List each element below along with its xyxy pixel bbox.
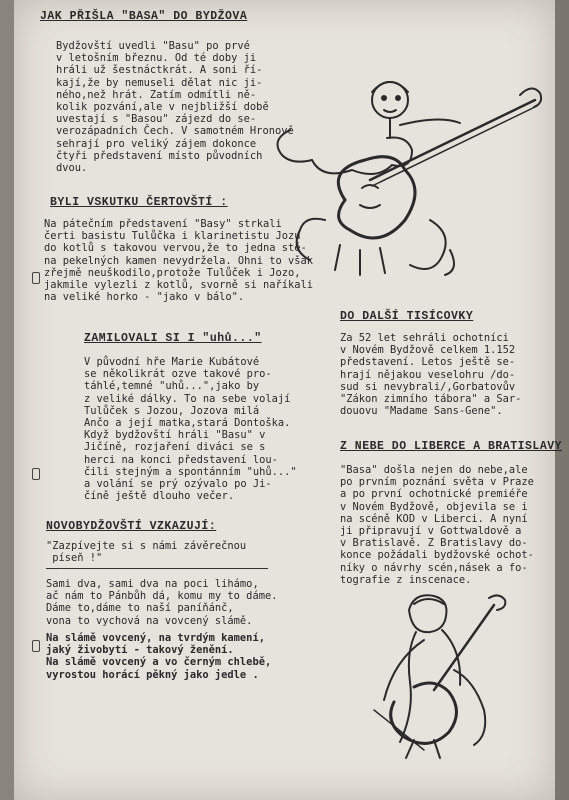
article-1-title: JAK PŘIŠLA "BASA" DO BYDŽOVA: [40, 10, 248, 23]
article-2-title: BYLI VSKUTKU ČERTOVŠTÍ :: [50, 196, 228, 209]
article-1-body: Bydžovští uvedli "Basu" po prvé v letošním březnu. Od té doby ji hráli už šestnáctkrát. A soni ří- kají,že by nemuseli dělat nic ji- ného,než hrát. Zatím odmítli ně- kolik pozvání,ale v nejbližší době uvestají s "Basou" zájezd do se- verozápadních Čech. V samotném Hronově sehrají pro veliký zájem dokonce čtyři představení místo původních dvou.: [56, 40, 294, 175]
man-playing-double-bass-drawing: [354, 590, 514, 760]
binding-staple: [32, 272, 40, 284]
article-4-verse-1: Sami dva, sami dva na poci lihámo, ač nám to Pánbůh dá, komu my to dáme. Dáme to,dáme to naší paníňánč, vona to vychová na vovcený slámě.: [46, 578, 278, 627]
article-5-title: DO DALŠÍ TISÍCOVKY: [340, 310, 474, 323]
newsletter-page: [14, 0, 563, 800]
article-4-verse-2: Na slámě vovcený, na tvrdým kamení, jaký živobytí - takový ženění. Na slámě vovcený a vo černým chlebě, vyrostou horácí pěkný jako jedle .: [46, 632, 272, 681]
divider-line: [46, 568, 268, 569]
article-3-title: ZAMILOVALI SI I "uhů...": [84, 332, 262, 345]
binding-staple: [32, 640, 40, 652]
article-2-body: Na pátečním představení "Basy" strkali čerti basistu Tulůčka i klarinetistu Jozu do kotlů s takovou vervou,že to jedna stě- na pekelných kamen nevydržela. Ohni to však zřejmě neuškodilo,protože Tulůček i Jozo, jakmile vylezli z kotlů, svorně si naříkali na veliké horko - "jako v bálo".: [44, 218, 313, 304]
article-3-body: V původní hře Marie Kubátové se několikrát ozve takové pro- táhlé,temné "uhů...",jako by z veliké dálky. To na sebe volají Tulůček s Jozou, Jozova milá Ančo a její matka,stará Dontoška. Když bydžovští hráli "Basu" v Jičíně, rozjaření diváci se s herci na konci představení lou- čili stejným a spontánním "uhů..." a volání se prý ozývalo po Ji- číně ještě dlouho večer.: [84, 356, 297, 503]
article-6-body: "Basa" došla nejen do nebe,ale po prvním poznání světa v Praze a po první ochotnické premiéře v Novém Bydžově, objevila se i na scéně KOD v Liberci. A nyní ji připravují v Gottwaldově a v Bratislavě. Z Bratislavy do- konce požádali bydžovské ochot- níky o návrhy scén,násek a fo- tografie z inscenace.: [340, 464, 534, 586]
article-5-body: Za 52 let sehráli ochotníci v Novém Bydžově celkem 1.152 představení. Letos ještě se- hrají nějakou veselohru /do- sud si nevybrali/,Gorbatovův "Zákon zimního tábora" a Sar- douovu "Madame Sans-Gene".: [340, 332, 522, 418]
page-edge-right: [555, 0, 569, 800]
page-edge-left: [0, 0, 14, 800]
binding-staple: [32, 468, 40, 480]
article-4-quote: "Zazpívejte si s námi závěrečnou píseň !": [46, 540, 247, 565]
article-4-title: NOVOBYDŽOVŠTÍ VZKAZUJÍ:: [46, 520, 217, 533]
article-6-title: Z NEBE DO LIBERCE A BRATISLAVY: [340, 440, 563, 453]
